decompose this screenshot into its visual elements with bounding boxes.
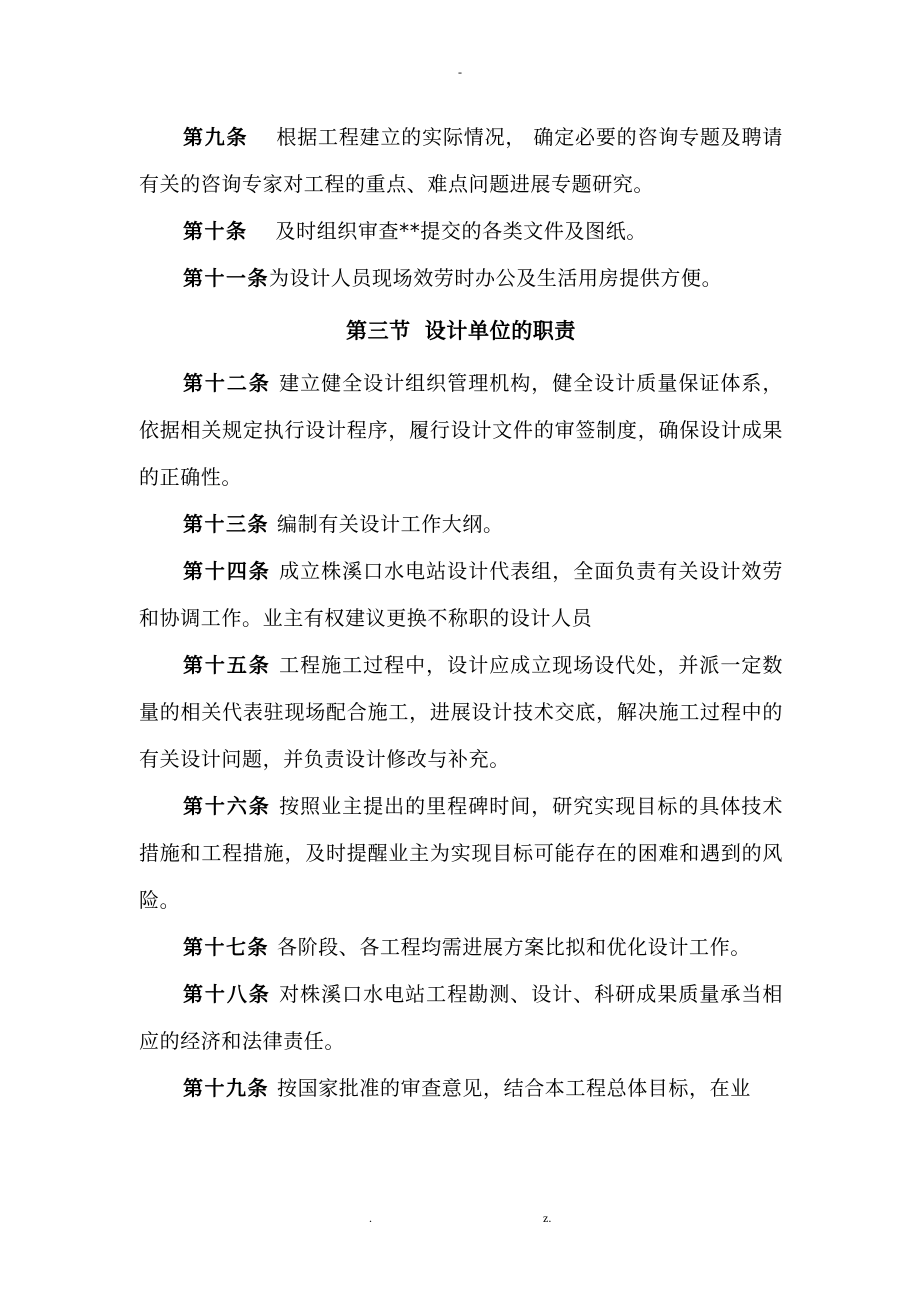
article-text: 根据工程建立的实际情况， 确定必要的咨询专题及聘请有关的咨询专家对工程的重点、难点问题进展专题研究。 xyxy=(139,125,784,196)
article-number: 第十六条 xyxy=(183,794,271,818)
article-text: 各阶段、各工程均需进展方案比拟和优化设计工作。 xyxy=(277,935,751,959)
article-text: 按照业主提出的里程碑时间，研究实现目标的具体技术措施和工程措施，及时提醒业主为实现目标可能存在的困难和遇到的风险。 xyxy=(139,794,783,912)
article-paragraph xyxy=(139,114,783,208)
article-paragraph xyxy=(139,783,783,924)
document-body xyxy=(139,114,783,1112)
section-prefix: 第三节 xyxy=(345,319,411,343)
article-text: 成立株溪口水电站设计代表组，全面负责有关设计效劳和协调工作。业主有权建议更换不称职的设计人员 xyxy=(139,559,783,630)
article-number: 第十八条 xyxy=(183,982,271,1006)
page-header-mark: - xyxy=(458,65,462,79)
article-text: 建立健全设计组织管理机构，健全设计质量保证体系，依据相关规定执行设计程序，履行设计文件的审签制度，确保设计成果的正确性。 xyxy=(139,371,783,489)
article-text: 按国家批准的审查意见，结合本工程总体目标，在业 xyxy=(277,1076,751,1100)
article-paragraph xyxy=(139,1065,783,1112)
article-number: 第十条 xyxy=(183,219,248,243)
article-paragraph xyxy=(139,360,783,501)
article-number: 第十三条 xyxy=(183,512,269,536)
article-number: 第十四条 xyxy=(183,559,271,583)
article-text: 及时组织审查**提交的各类文件及图纸。 xyxy=(275,219,647,243)
article-paragraph xyxy=(139,971,783,1065)
article-text: 为设计人员现场效劳时办公及生活用房提供方便。 xyxy=(269,266,723,290)
article-number: 第十二条 xyxy=(183,371,271,395)
article-paragraph xyxy=(139,208,783,255)
article-text: 对株溪口水电站工程勘测、设计、科研成果质量承当相应的经济和法律责任。 xyxy=(139,982,783,1053)
article-text: 工程施工过程中，设计应成立现场设代处，并派一定数量的相关代表驻现场配合施工，进展设计技术交底，解决施工过程中的有关设计问题，并负责设计修改与补充。 xyxy=(139,653,783,771)
article-number: 第十五条 xyxy=(183,653,271,677)
section-heading xyxy=(139,302,783,360)
article-number: 第九条 xyxy=(183,125,249,149)
article-paragraph xyxy=(139,501,783,548)
article-paragraph xyxy=(139,255,783,302)
article-paragraph xyxy=(139,924,783,971)
article-paragraph xyxy=(139,642,783,783)
article-paragraph xyxy=(139,548,783,642)
article-number: 第十一条 xyxy=(183,266,269,290)
article-number: 第十九条 xyxy=(183,1076,269,1100)
article-text: 编制有关设计工作大纲。 xyxy=(277,512,504,536)
section-title-text: 设计单位的职责 xyxy=(424,319,576,343)
article-number: 第十七条 xyxy=(183,935,269,959)
page-footer-left-mark: . xyxy=(369,1211,372,1225)
page-footer-right-mark: z. xyxy=(543,1211,552,1225)
